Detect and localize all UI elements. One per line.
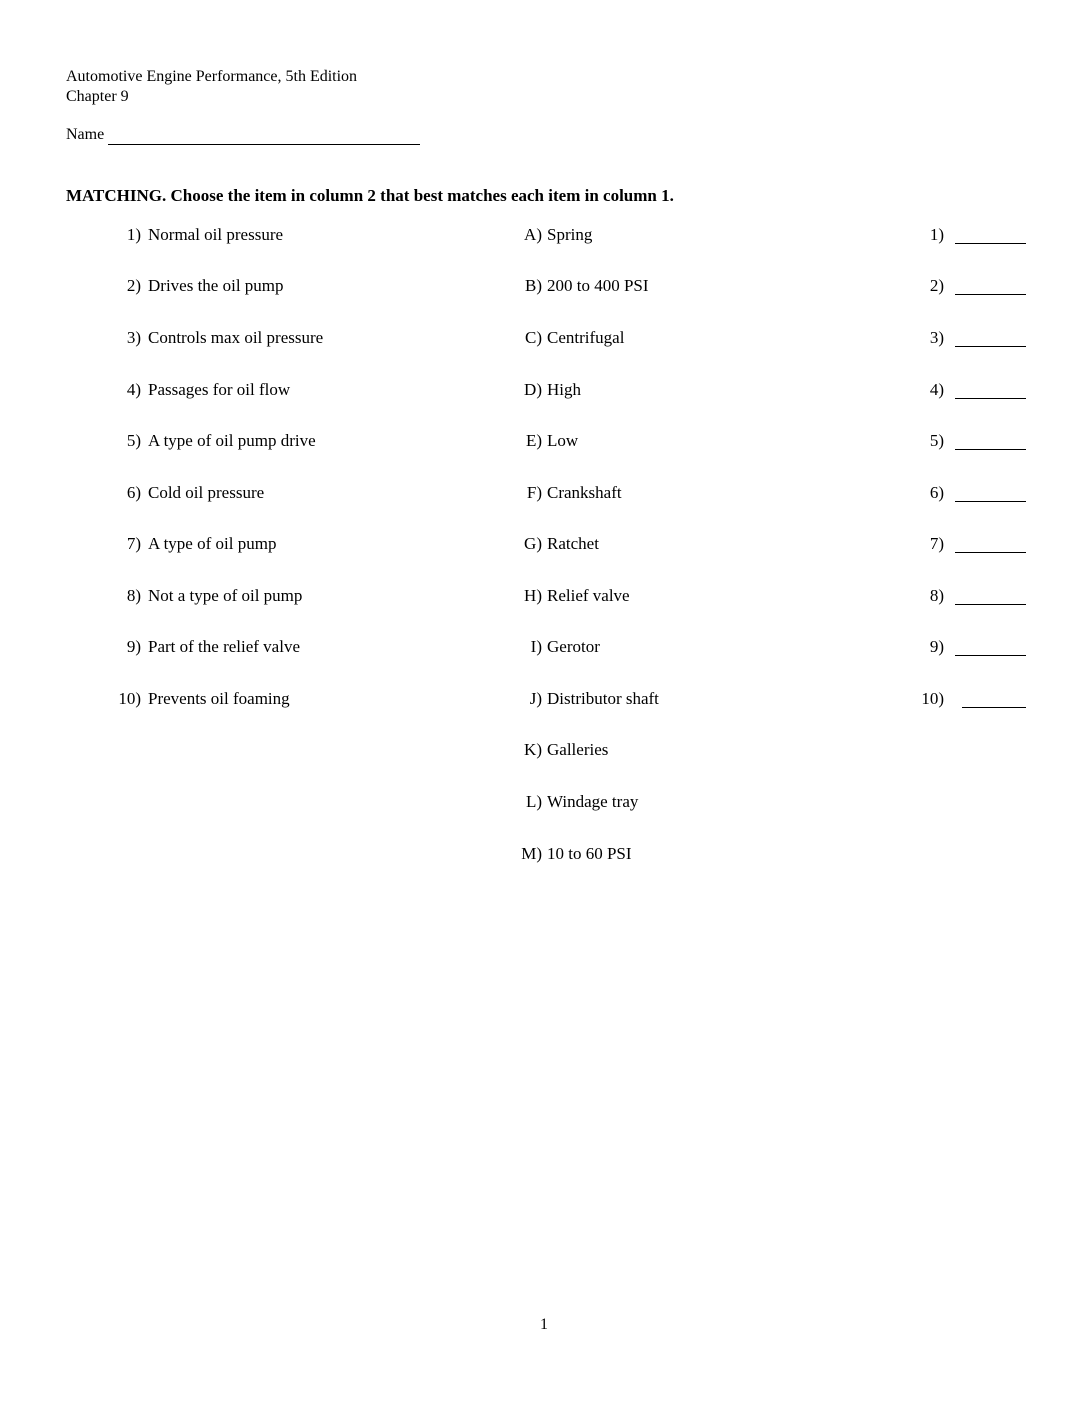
choice-letter: I) [530,637,542,656]
answer-label: 1) [929,225,944,244]
name-label: Name [66,126,105,143]
matching-row [0,790,1088,814]
choice-text: Spring [547,225,593,244]
question-text: Prevents oil foaming [148,689,290,708]
question-text: A type of oil pump [148,534,277,553]
choice-text: Low [547,431,579,450]
question-number: 2) [126,276,141,295]
choice-letter: B) [525,276,542,295]
question-text: Drives the oil pump [148,276,284,295]
answer-blank[interactable] [955,398,1026,399]
choice-letter: G) [524,534,542,553]
matching-row [0,223,1088,247]
answer-blank[interactable] [955,604,1026,605]
matching-row [0,635,1088,659]
choice-text: High [547,380,581,399]
matching-row [0,326,1088,350]
choice-text: Crankshaft [547,483,622,502]
choice-text: 200 to 400 PSI [547,276,649,295]
answer-blank[interactable] [962,707,1026,708]
answer-blank[interactable] [955,243,1026,244]
choice-text: 10 to 60 PSI [547,844,632,863]
question-number: 8) [126,586,141,605]
matching-row [0,378,1088,402]
answer-label: 5) [929,431,944,450]
matching-row [0,738,1088,762]
choice-text: Ratchet [547,534,599,553]
answer-blank[interactable] [955,655,1026,656]
choice-letter: H) [524,586,542,605]
question-number: 10) [118,689,141,708]
answer-label: 8) [929,586,944,605]
choice-letter: L) [525,792,542,811]
choice-text: Windage tray [547,792,639,811]
question-number: 4) [126,380,141,399]
question-text: Not a type of oil pump [148,586,303,605]
matching-row [0,481,1088,505]
choice-text: Distributor shaft [547,689,659,708]
question-number: 6) [126,483,141,502]
matching-row [0,274,1088,298]
choice-letter: C) [525,328,542,347]
answer-blank[interactable] [955,294,1026,295]
answer-blank[interactable] [955,501,1026,502]
answer-blank[interactable] [955,346,1026,347]
name-input-line[interactable] [108,144,420,145]
answer-label: 7) [929,534,944,553]
question-text: Controls max oil pressure [148,328,324,347]
book-title: Automotive Engine Performance, 5th Edition [66,68,358,85]
matching-row [0,532,1088,556]
matching-row [0,584,1088,608]
question-text: Cold oil pressure [148,483,265,502]
choice-letter: E) [525,431,542,450]
answer-label: 2) [929,276,944,295]
answer-label: 9) [929,637,944,656]
question-text: Part of the relief valve [148,637,300,656]
question-number: 5) [126,431,141,450]
question-number: 3) [126,328,141,347]
question-text: Normal oil pressure [148,225,284,244]
answer-label: 6) [929,483,944,502]
answer-label: 3) [929,328,944,347]
matching-row [0,687,1088,711]
question-number: 7) [126,534,141,553]
answer-label: 10) [921,689,944,708]
choice-text: Relief valve [547,586,630,605]
choice-text: Galleries [547,740,609,759]
choice-letter: M) [521,844,542,863]
page-number: 1 [540,1316,548,1333]
answer-blank[interactable] [955,552,1026,553]
choice-letter: D) [524,380,542,399]
choice-letter: F) [526,483,542,502]
answer-blank[interactable] [955,449,1026,450]
chapter-label: Chapter 9 [66,88,129,105]
choice-text: Centrifugal [547,328,625,347]
matching-instructions: MATCHING. Choose the item in column 2 that best matches each item in column 1. [66,186,674,205]
choice-letter: J) [529,689,542,708]
matching-row [0,429,1088,453]
choice-text: Gerotor [547,637,600,656]
question-text: A type of oil pump drive [148,431,316,450]
question-number: 1) [126,225,141,244]
choice-letter: A) [524,225,542,244]
matching-row [0,842,1088,866]
question-number: 9) [126,637,141,656]
choice-letter: K) [524,740,542,759]
question-text: Passages for oil flow [148,380,291,399]
answer-label: 4) [929,380,944,399]
